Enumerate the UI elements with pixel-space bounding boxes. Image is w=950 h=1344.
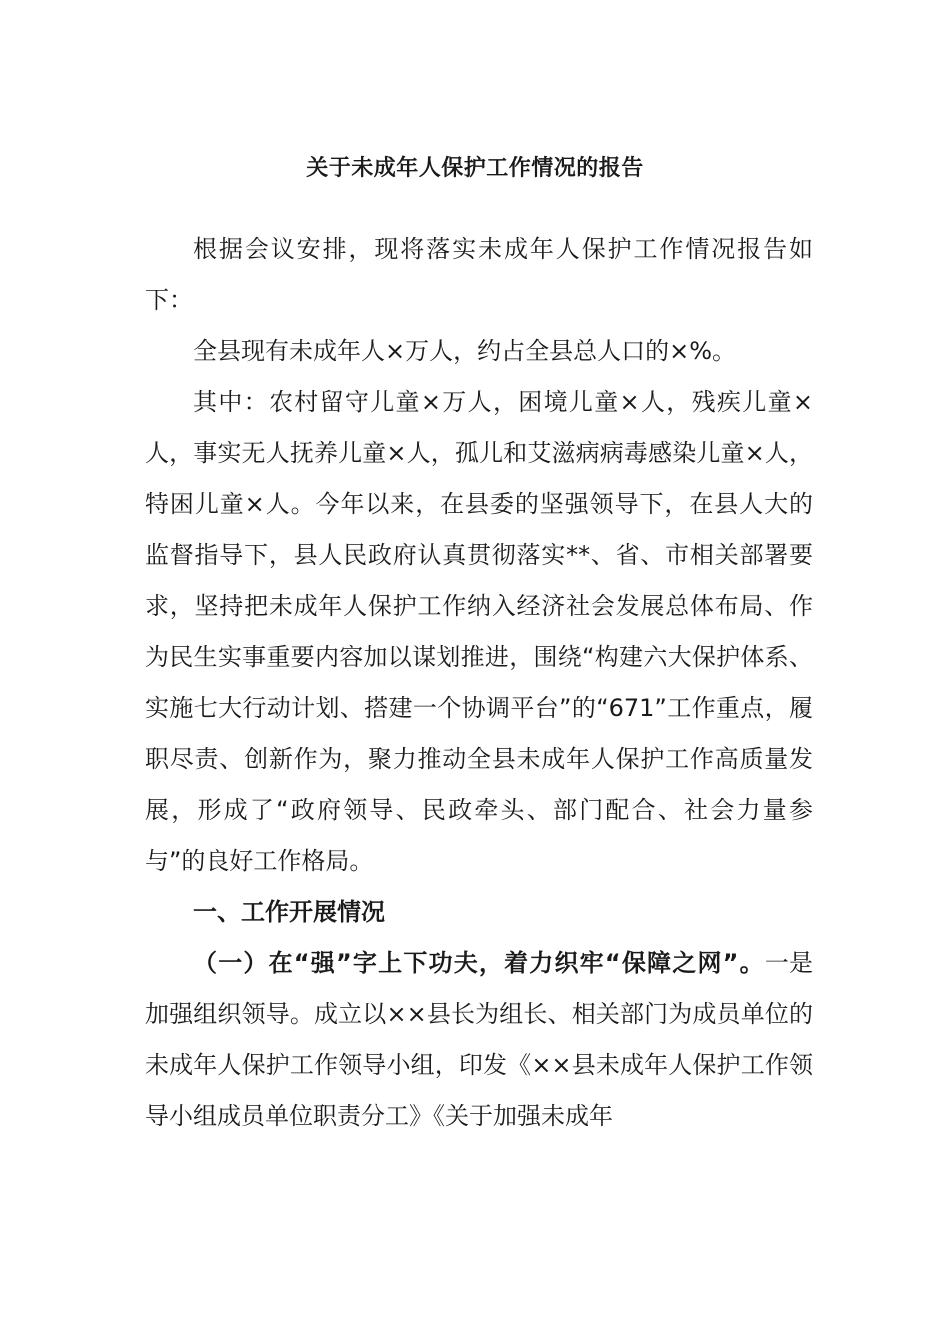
subsection-paragraph [145, 938, 813, 1142]
paragraph-population: 全县现有未成年人×万人，约占全县总人口的×%。 [193, 337, 737, 365]
subsection-text: 一是加强组织领导。成立以××县长为组长、相关部门为成员单位的未成年人保护工作领导小组，印发《××县未成年人保护工作领导小组成员单位职责分工》《关于加强未成年 [145, 949, 814, 1130]
paragraph-intro: 根据会议安排，现将落实未成年人保护工作情况报告如下： [145, 235, 813, 314]
document-title: 关于未成年人保护工作情况的报告 [306, 156, 644, 181]
document-body [145, 224, 813, 1142]
section-heading: 一、工作开展情况 [193, 898, 385, 926]
subsection-heading: （一）在“强”字上下功夫，着力织牢“保障之网”。 [193, 949, 765, 977]
paragraph-overview: 其中：农村留守儿童×万人，困境儿童×人，残疾儿童×人，事实无人抚养儿童×人，孤儿和艾滋病病毒感染儿童×人，特困儿童×人。今年以来，在县委的坚强领导下，在县人大的监督指导下，县人民政府认真贯彻落实**、省、市相关部署要求，坚持把未成年人保护工作纳入经济社会发展总体布局、作为民生实事重要内容加以谋划推进，围绕“构建六大保护体系、实施七大行动计划、搭建一个协调平台”的“671”工作重点，履职尽责、创新作为，聚力推动全县未成年人保护工作高质量发展，形成了“政府领导、民政牵头、部门配合、社会力量参与”的良好工作格局。 [145, 388, 813, 875]
